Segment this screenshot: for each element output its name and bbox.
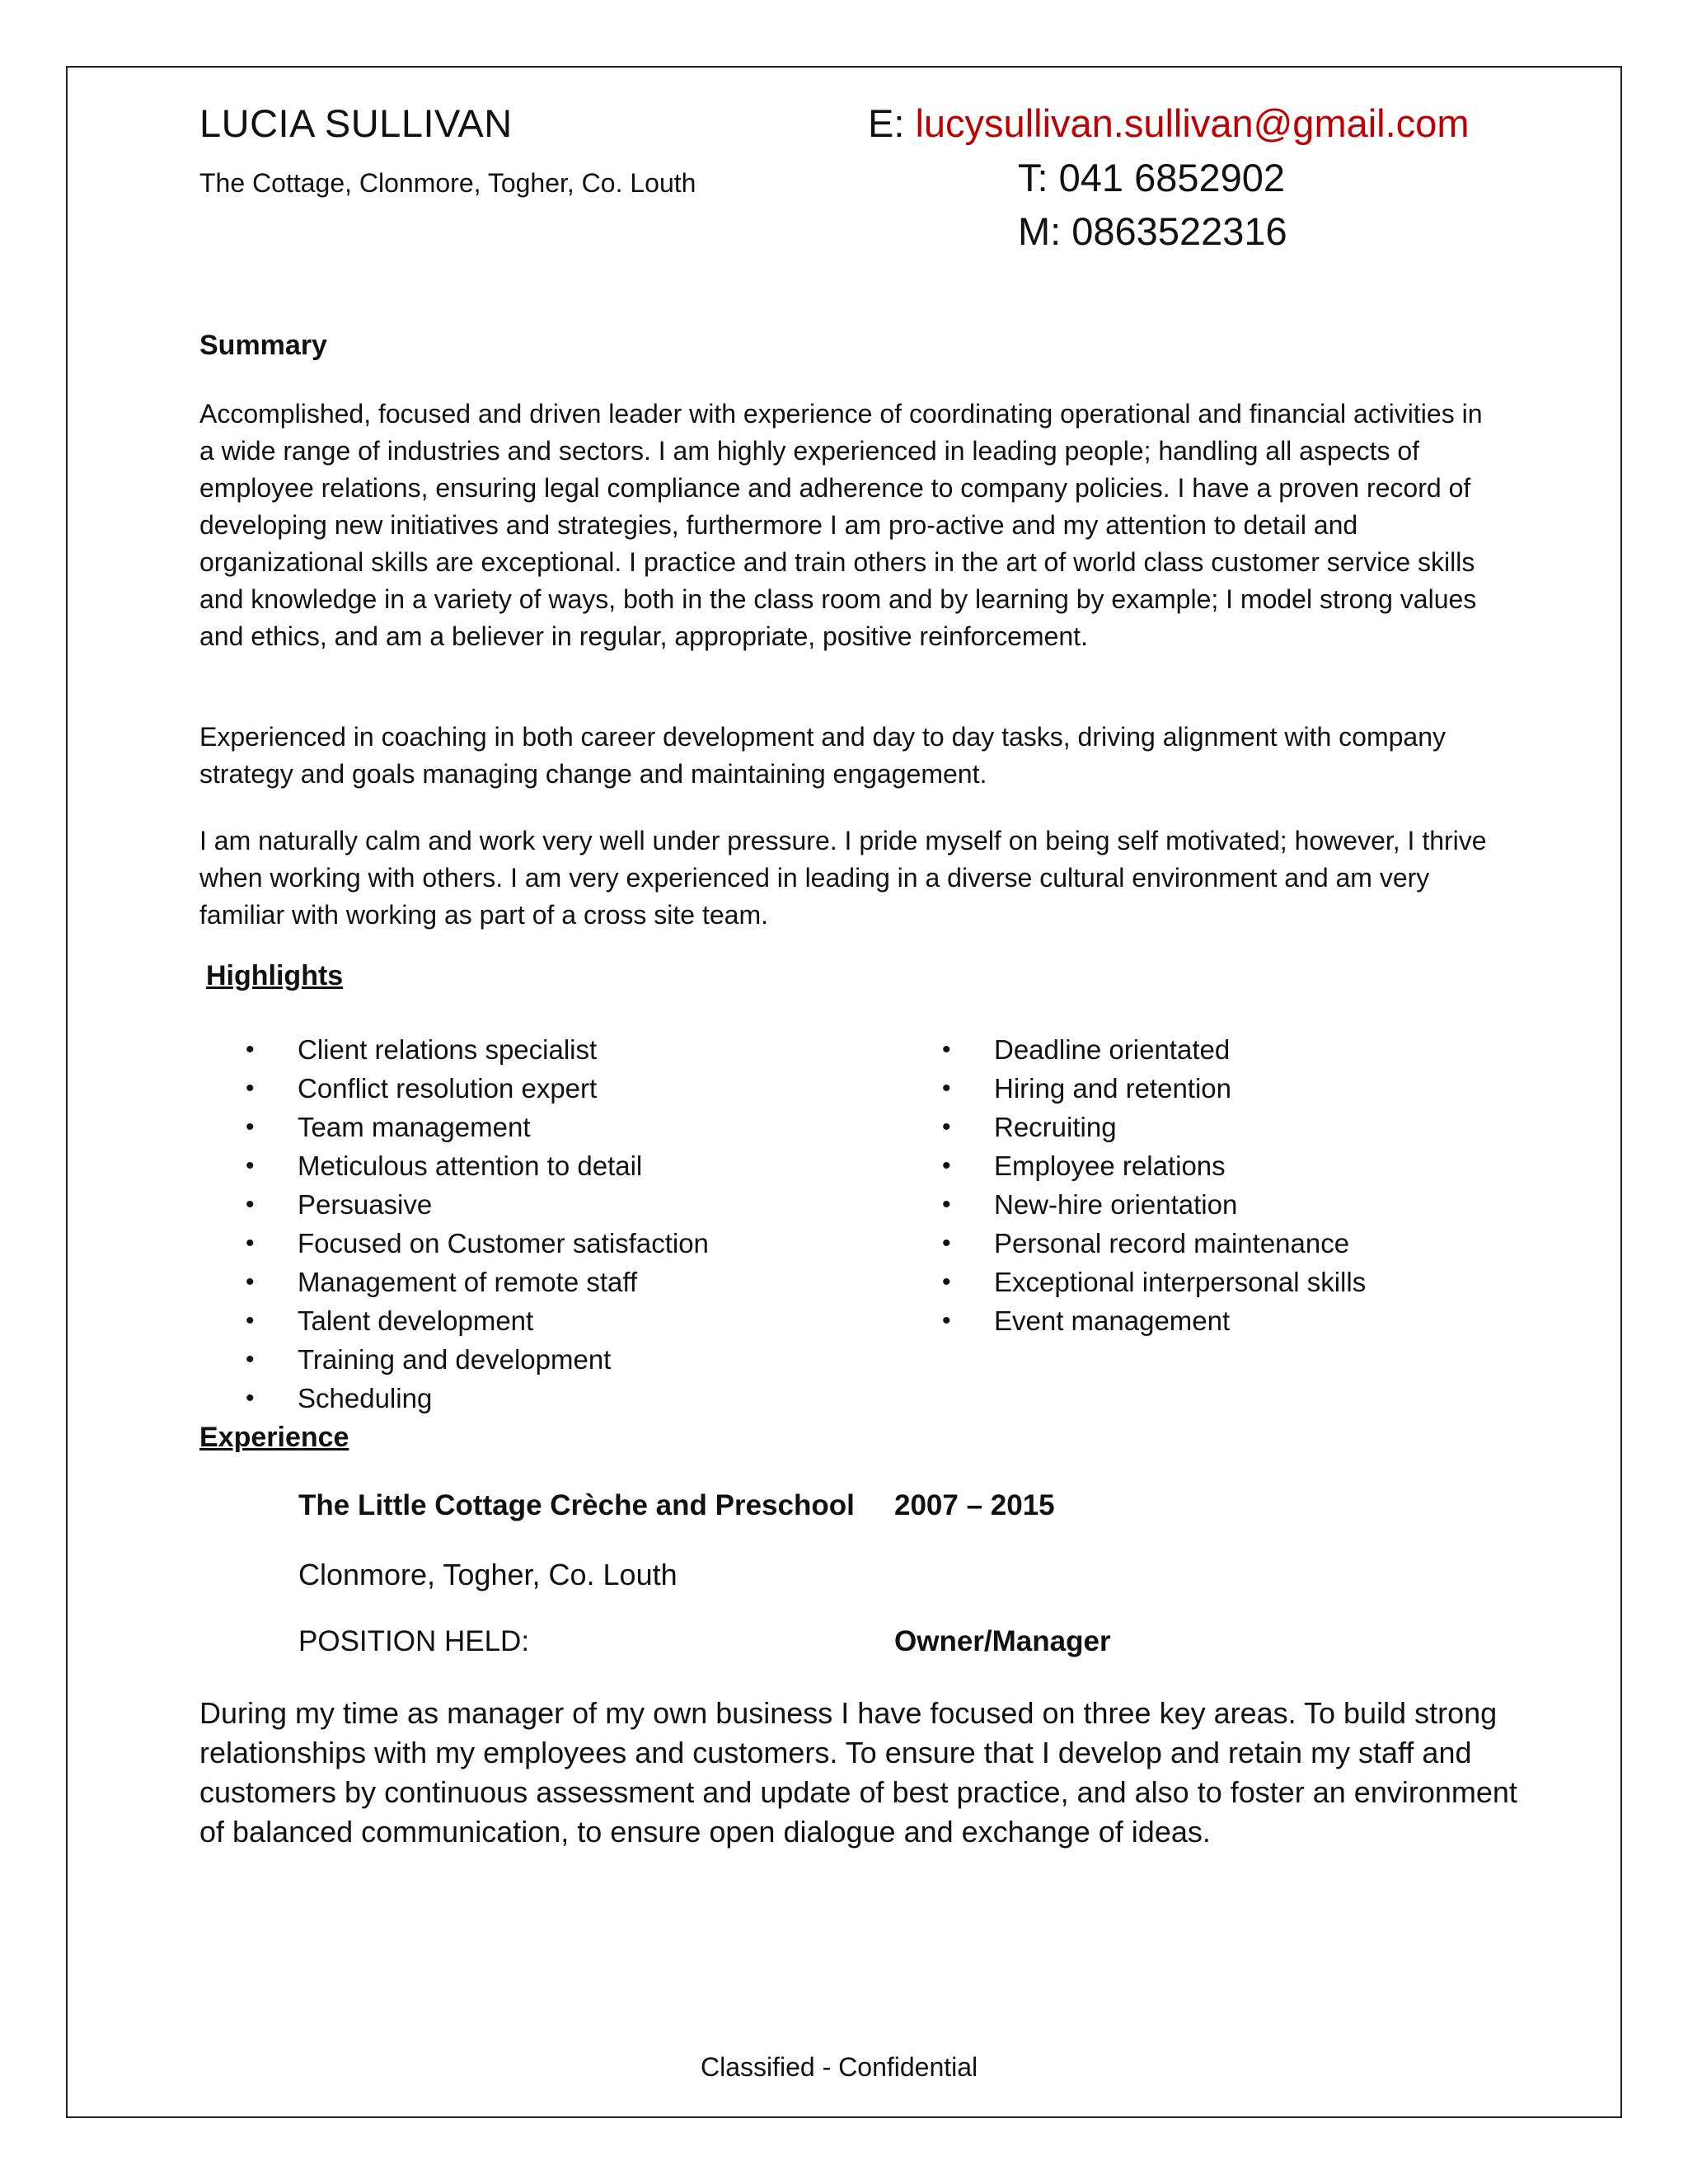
list-item: • Team management (246, 1108, 709, 1146)
list-item: • Scheduling (246, 1379, 709, 1418)
list-item: • Focused on Customer satisfaction (246, 1224, 709, 1263)
bullet-icon: • (246, 1152, 255, 1179)
summary-paragraph-3: I am naturally calm and work very well under pressure. I pride myself on being self motivated; however, I thrive when working with others. I am very experienced in leading in a diverse cultural environment and am very familiar with working as part of a cross site team. (199, 826, 1487, 930)
list-item: • Personal record maintenance (942, 1224, 1366, 1263)
bullet-icon: • (942, 1036, 951, 1063)
email-label: E: (868, 101, 916, 145)
bullet-icon: • (246, 1230, 255, 1257)
bullet-icon: • (246, 1268, 255, 1296)
footer-classification: Classified - Confidential (701, 2052, 978, 2082)
bullet-icon: • (942, 1191, 951, 1218)
phone-number: T: 041 6852902 (1018, 156, 1286, 199)
bullet-icon: • (942, 1075, 951, 1102)
bullet-icon: • (246, 1113, 255, 1141)
summary-paragraph-2: Experienced in coaching in both career development and day to day tasks, driving alignment with company strategy and goals managing change and maintaining engagement. (199, 722, 1446, 789)
list-item: • Meticulous attention to detail (246, 1146, 709, 1185)
bullet-icon: • (942, 1152, 951, 1179)
list-item: • Employee relations (942, 1146, 1366, 1185)
company-name: The Little Cottage Crèche and Preschool (298, 1489, 855, 1521)
candidate-name: LUCIA SULLIVAN (199, 101, 513, 145)
position-label: POSITION HELD: (298, 1625, 530, 1657)
bullet-icon: • (246, 1385, 255, 1412)
list-item: • Exceptional interpersonal skills (942, 1263, 1366, 1301)
list-item: • Hiring and retention (942, 1069, 1366, 1108)
mobile-number: M: 0863522316 (1018, 209, 1287, 253)
email-line (868, 101, 1469, 146)
bullet-icon: • (246, 1075, 255, 1102)
bullet-icon: • (942, 1113, 951, 1141)
bullet-icon: • (942, 1268, 951, 1296)
list-item: • Persuasive (246, 1185, 709, 1224)
highlights-heading: Highlights (206, 960, 344, 991)
email-link[interactable]: lucysullivan.sullivan@gmail.com (915, 101, 1470, 145)
list-item: • Deadline orientated (942, 1030, 1366, 1069)
bullet-icon: • (942, 1307, 951, 1334)
list-item: • Conflict resolution expert (246, 1069, 709, 1108)
candidate-address: The Cottage, Clonmore, Togher, Co. Louth (199, 168, 696, 198)
employment-years: 2007 – 2015 (894, 1489, 1055, 1521)
list-item: • Recruiting (942, 1108, 1366, 1146)
experience-description: During my time as manager of my own business I have focused on three key areas. To build strong relationships with my employees and customers. To ensure that I develop and retain my staff and customers by continuous assessment and update of best practice, and also to foster an environment of balanced communication, to ensure open dialogue and exchange of ideas. (199, 1696, 1517, 1849)
list-item: • Event management (942, 1301, 1366, 1340)
position-value: Owner/Manager (894, 1625, 1111, 1657)
bullet-icon: • (246, 1307, 255, 1334)
bullet-icon: • (246, 1036, 255, 1063)
bullet-icon: • (246, 1346, 255, 1373)
list-item: • New-hire orientation (942, 1185, 1366, 1224)
list-item: • Training and development (246, 1340, 709, 1379)
list-item: • Talent development (246, 1301, 709, 1340)
list-item: • Management of remote staff (246, 1263, 709, 1301)
summary-paragraph-1: Accomplished, focused and driven leader with experience of coordinating operational and financial activities in a wide range of industries and sectors. I am highly experienced in leading people; handling all aspects of employee relations, ensuring legal compliance and adherence to company policies. I have a proven record of developing new initiatives and strategies, furthermore I am pro-active and my attention to detail and organizational skills are exceptional. I practice and train others in the art of world class customer service skills and knowledge in a variety of ways, both in the class room and by learning by example; I model strong values and ethics, and am a believer in regular, appropriate, positive reinforcement. (199, 399, 1483, 651)
experience-heading: Experience (199, 1422, 349, 1453)
bullet-icon: • (942, 1230, 951, 1257)
summary-heading: Summary (199, 330, 327, 361)
highlights-list-right (942, 1030, 1366, 1340)
highlights-list-left (246, 1030, 709, 1418)
company-location: Clonmore, Togher, Co. Louth (298, 1558, 678, 1591)
bullet-icon: • (246, 1191, 255, 1218)
list-item: • Client relations specialist (246, 1030, 709, 1069)
